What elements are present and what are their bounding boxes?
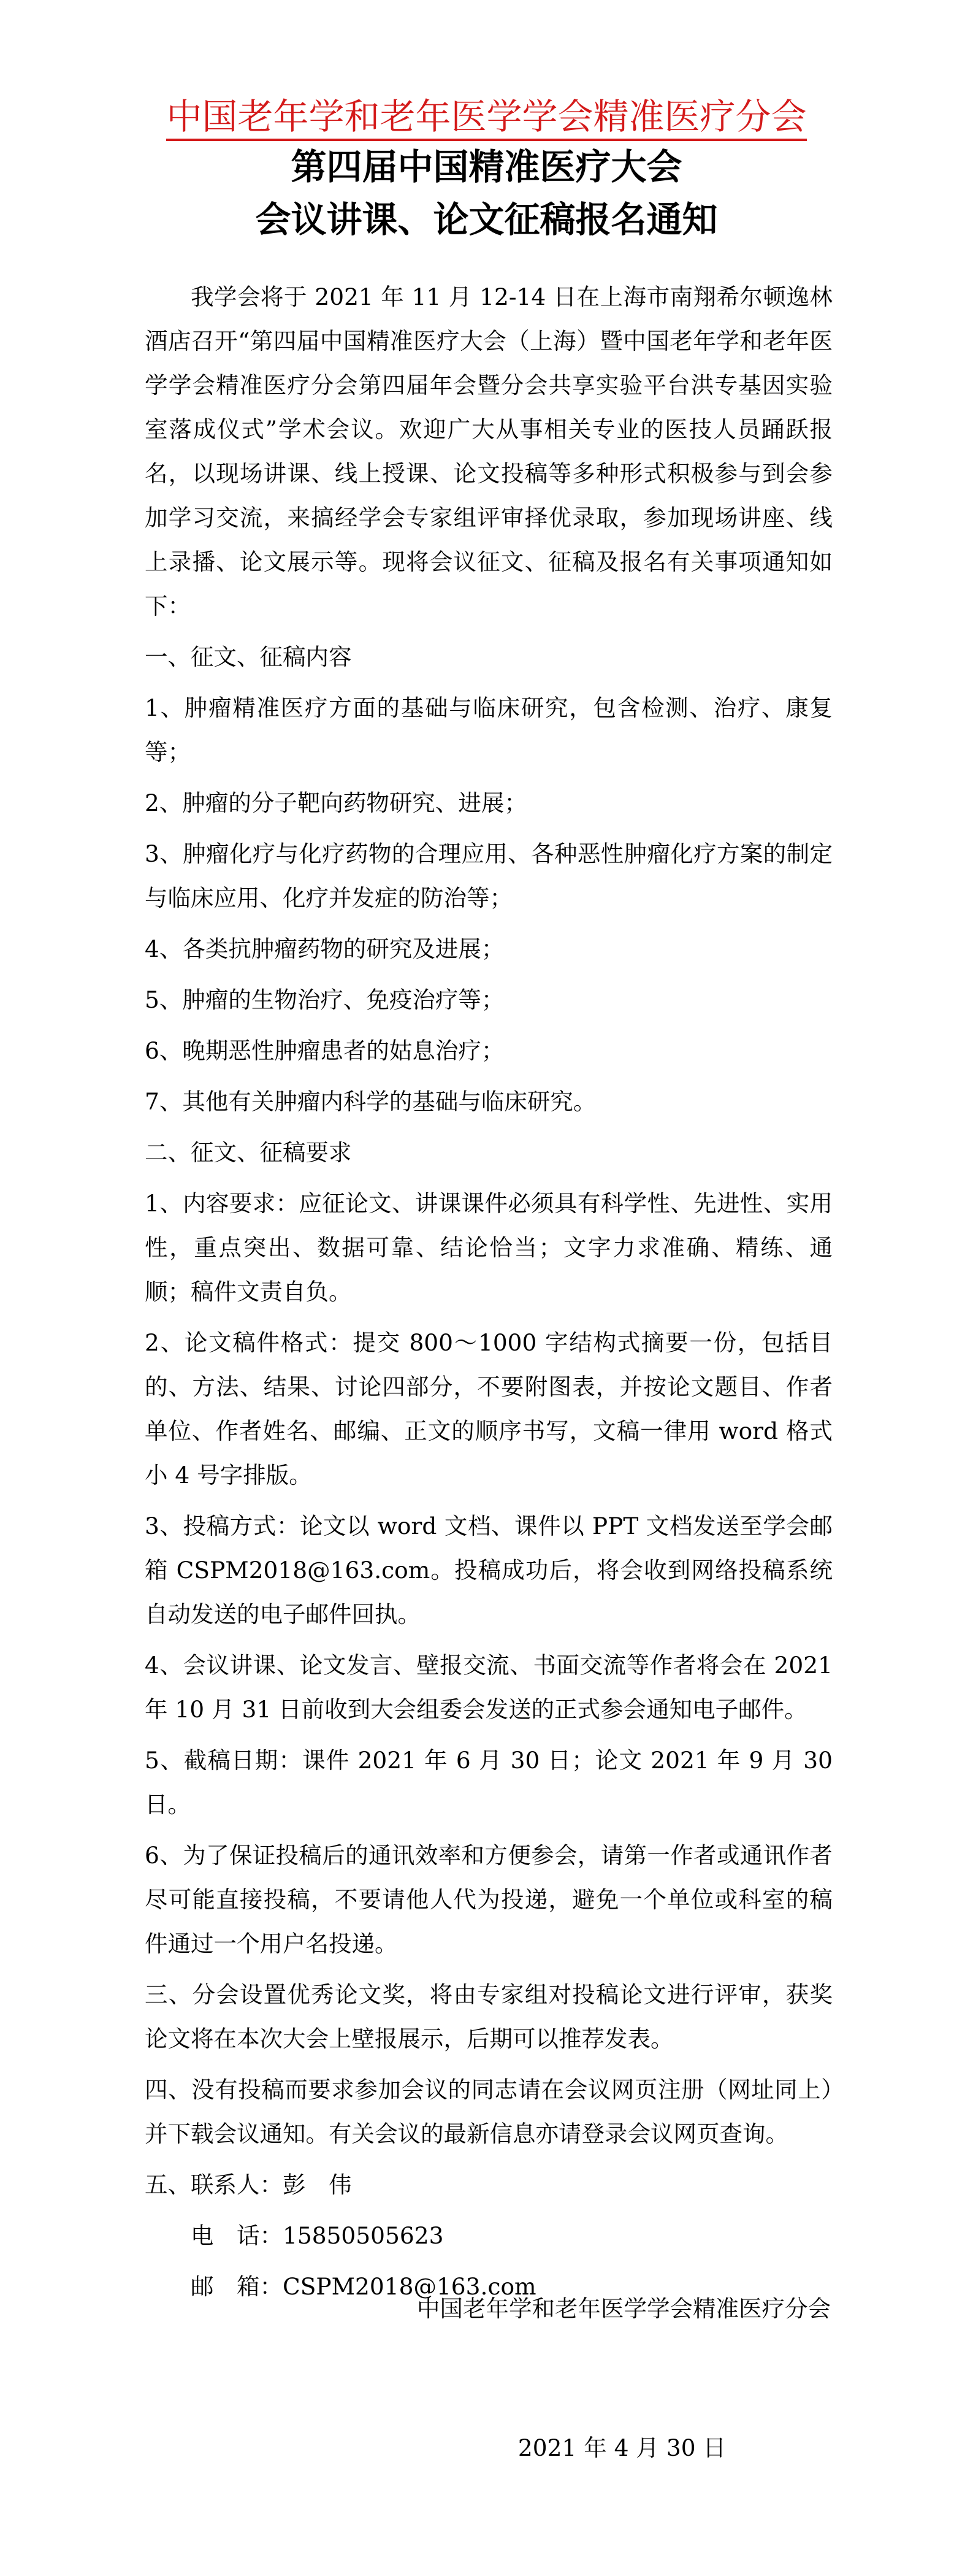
notice-body [145, 275, 833, 2309]
section-1-item: 6、晚期恶性肿瘤患者的姑息治疗； [145, 1037, 505, 1064]
section-1-heading: 一、征文、征稿内容 [145, 643, 352, 670]
intro-paragraph: 我学会将于 2021 年 11 月 12-14 日在上海市南翔希尔顿逸林酒店召开“第四届中国精准医疗大会（上海）暨中国老年学和老年医学学会精准医疗分会第四届年会暨分会共享实验平台洪专基因实验室落成仪式”学术会议。欢迎广大从事相关专业的医技人员踊跃报名，以现场讲课、线上授课、论文投稿等多种形式积极参与到会参加学习交流，来搞经学会专家组评审择优录取，参加现场讲座、线上录播、论文展示等。现将会议征文、征稿及报名有关事项通知如下： [145, 283, 833, 619]
section-1-item: 2、肿瘤的分子靶向药物研究、进展； [145, 789, 527, 816]
section-3-paragraph: 三、分会设置优秀论文奖，将由专家组对投稿论文进行评审，获奖论文将在本次大会上壁报展示，后期可以推荐发表。 [145, 1981, 833, 2052]
section-2-item: 3、投稿方式：论文以 word 文档、课件以 PPT 文档发送至学会邮箱 CSPM2018@163.com。投稿成功后，将会收到网络投稿系统自动发送的电子邮件回执。 [145, 1512, 833, 1628]
section-2-item: 5、截稿日期：课件 2021 年 6 月 30 日；论文 2021 年 9 月 30 日。 [145, 1747, 833, 1818]
section-1-item: 4、各类抗肿瘤药物的研究及进展； [145, 935, 505, 962]
section-1-item: 1、肿瘤精准医疗方面的基础与临床研究，包含检测、治疗、康复等； [145, 694, 833, 765]
conference-title: 第四届中国精准医疗大会 [291, 146, 682, 188]
notice-title: 会议讲课、论文征稿报名通知 [255, 199, 718, 240]
section-1-item: 7、其他有关肿瘤内科学的基础与临床研究。 [145, 1088, 597, 1115]
contact-email: 邮 箱：CSPM2018@163.com [191, 2273, 536, 2300]
section-4-paragraph: 四、没有投稿而要求参加会议的同志请在会议网页注册（网址同上）并下载会议通知。有关会议的最新信息亦请登录会议网页查询。 [145, 2076, 833, 2147]
section-1-item: 5、肿瘤的生物治疗、免疫治疗等； [145, 986, 505, 1013]
section-2-item: 4、会议讲课、论文发言、壁报交流、书面交流等作者将会在 2021 年 10 月 31 日前收到大会组委会发送的正式参会通知电子邮件。 [145, 1652, 833, 1723]
contact-phone: 电 话：15850505623 [191, 2222, 444, 2249]
section-2-item: 1、内容要求：应征论文、讲课课件必须具有科学性、先进性、实用性，重点突出、数据可靠、结论恰当；文字力求准确、精练、通顺；稿件文责自负。 [145, 1190, 833, 1305]
issue-date: 2021 年 4 月 30 日 [517, 2434, 726, 2461]
organization-title [0, 92, 973, 141]
section-2-item: 6、为了保证投稿后的通讯效率和方便参会，请第一作者或通讯作者尽可能直接投稿，不要请他人代为投递，避免一个单位或科室的稿件通过一个用户名投递。 [145, 1842, 833, 1957]
section-1-item: 3、肿瘤化疗与化疗药物的合理应用、各种恶性肿瘤化疗方案的制定与临床应用、化疗并发症的防治等； [145, 840, 833, 911]
section-2-item: 2、论文稿件格式：提交 800～1000 字结构式摘要一份，包括目的、方法、结果、讨论四部分，不要附图表，并按论文题目、作者单位、作者姓名、邮编、正文的顺序书写，文稿一律用 word 格式小 4 号字排版。 [145, 1329, 833, 1489]
section-2-heading: 二、征文、征稿要求 [145, 1139, 352, 1166]
organization-title-text: 中国老年学和老年医学学会精准医疗分会 [166, 96, 806, 141]
signature: 中国老年学和老年医学学会精准医疗分会 [417, 2295, 831, 2322]
contact-person: 五、联系人：彭 伟 [145, 2171, 352, 2198]
